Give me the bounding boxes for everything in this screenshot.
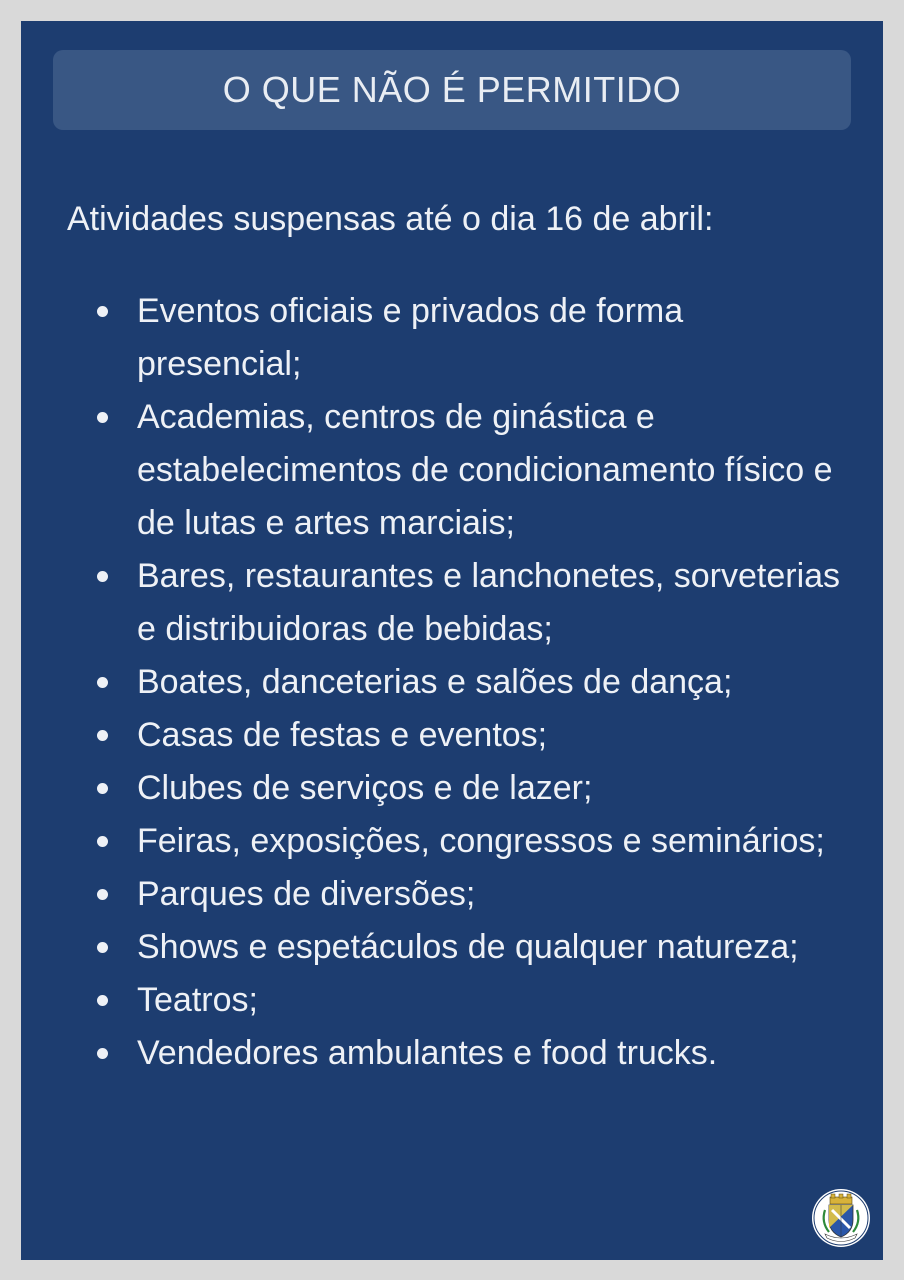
bullet-icon: [97, 889, 108, 900]
list-item: [21, 391, 883, 550]
list-item: [21, 656, 883, 709]
list-item: [21, 974, 883, 1027]
list-item-text: Parques de diversões;: [137, 875, 476, 913]
list-item: [21, 921, 883, 974]
bullet-icon: [97, 783, 108, 794]
list-item: [21, 709, 883, 762]
bullet-icon: [97, 730, 108, 741]
municipal-coat-of-arms-icon: [811, 1188, 871, 1248]
bullet-icon: [97, 942, 108, 953]
list-item: [21, 285, 883, 391]
list-item-text: Vendedores ambulantes e food trucks.: [137, 1034, 718, 1072]
bullet-icon: [97, 1048, 108, 1059]
list-item-text: Teatros;: [137, 981, 258, 1019]
list-item-text: Feiras, exposições, congressos e seminários;: [137, 822, 825, 860]
list-item-text: Eventos oficiais e privados de forma presencial;: [137, 292, 684, 383]
list-item: [21, 1027, 883, 1080]
list-item: [21, 762, 883, 815]
list-item: [21, 815, 883, 868]
list-item-text: Shows e espetáculos de qualquer natureza;: [137, 928, 799, 966]
list-item-text: Boates, danceterias e salões de dança;: [137, 663, 733, 701]
bullet-icon: [97, 995, 108, 1006]
bullet-icon: [97, 412, 108, 423]
bullet-icon: [97, 836, 108, 847]
suspended-activities-list: [21, 285, 883, 1080]
header-bar: [53, 50, 851, 130]
list-item-text: Clubes de serviços e de lazer;: [137, 769, 593, 807]
notice-panel: [21, 21, 883, 1260]
bullet-icon: [97, 571, 108, 582]
list-item-text: Academias, centros de ginástica e estabelecimentos de condicionamento físico e de lutas e artes marciais;: [137, 398, 833, 542]
list-item-text: Casas de festas e eventos;: [137, 716, 548, 754]
list-item: [21, 868, 883, 921]
bullet-icon: [97, 306, 108, 317]
page-title: O QUE NÃO É PERMITIDO: [222, 69, 682, 110]
intro-text: Atividades suspensas até o dia 16 de abril:: [67, 200, 714, 238]
list-item-text: Bares, restaurantes e lanchonetes, sorveterias e distribuidoras de bebidas;: [137, 557, 841, 648]
list-item: [21, 550, 883, 656]
bullet-icon: [97, 677, 108, 688]
